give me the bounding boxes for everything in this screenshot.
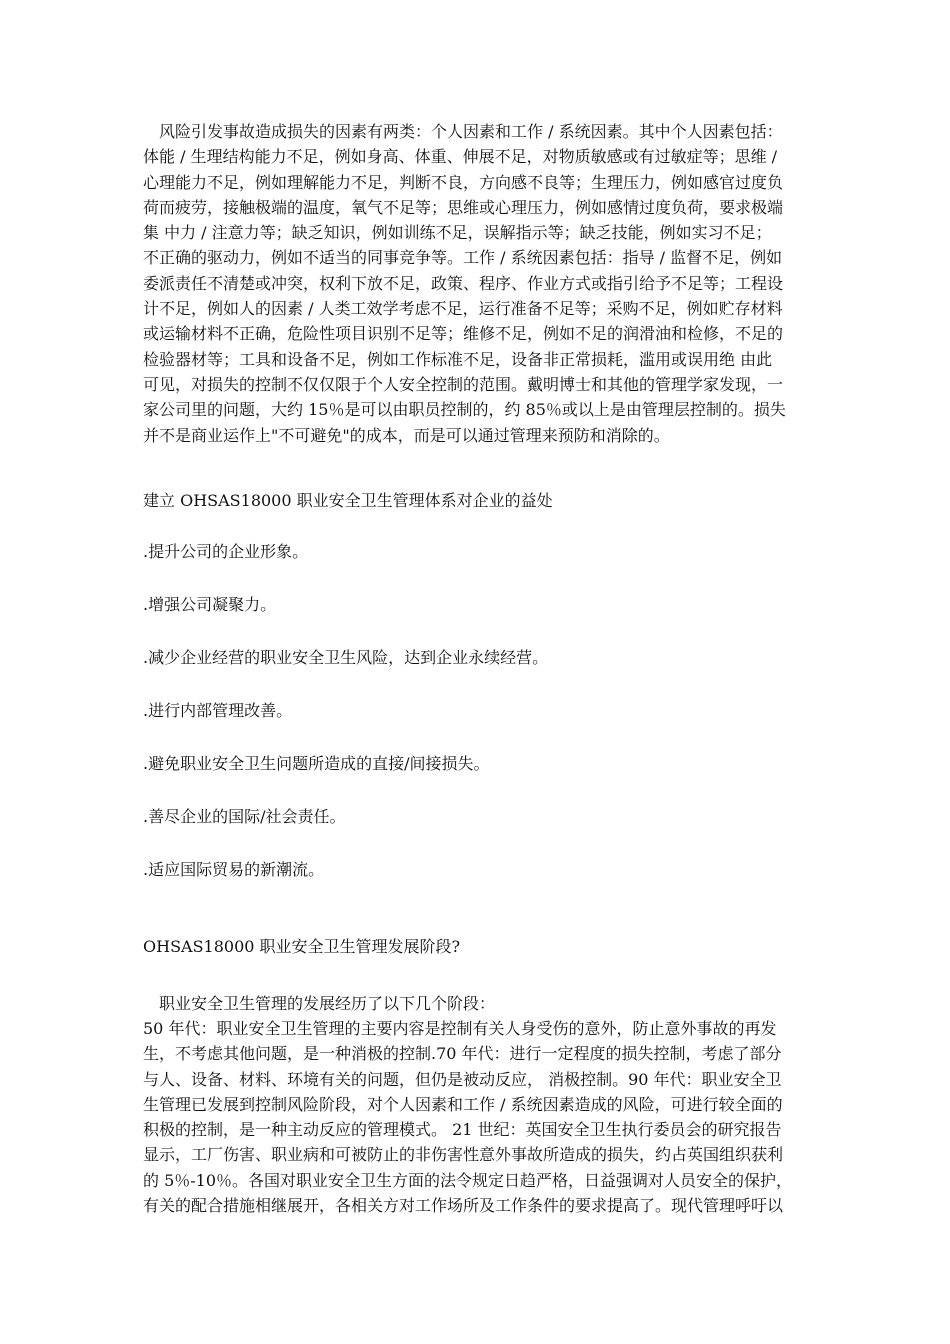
paragraph-line: 积极的控制，是一种主动反应的管理模式。 21 世纪：英国安全卫生执行委员会的研究报告 [143,1120,782,1140]
paragraph-line: 风险引发事故造成损失的因素有两类：个人因素和工作 / 系统因素。其中个人因素包括： [159,122,783,141]
stages-paragraph [143,1016,809,1218]
paragraph-line: 或运输材料不正确，危险性项目识别不足等；维修不足，例如不足的润滑油和检修，不足的 [143,324,784,344]
paragraph-line: 的 5％-10％。各国对职业安全卫生方面的法令规定日趋严格，日益强调对人员安全的保护， [143,1170,793,1190]
paragraph-line: 家公司里的问题，大约 15％是可以由职员控制的，约 85％或以上是由管理层控制的。损失 [143,400,786,420]
benefit-item: .避免职业安全卫生问题所造成的直接/间接损失。 [143,754,490,773]
paragraph-line: 显示，工厂伤害、职业病和可被防止的非伤害性意外事故所造成的损失，约占英国组织获利 [143,1145,784,1165]
paragraph-line: 并不是商业运作上"不可避免"的成本，而是可以通过管理来预防和消除的。 [143,425,670,445]
paragraph-line: 集 中力 / 注意力等；缺乏知识，例如训练不足，误解指示等；缺乏技能，例如实习不足； [143,223,772,243]
paragraph-line: 心理能力不足，例如理解能力不足，判断不良，方向感不良等；生理压力，例如感官过度负 [143,172,784,192]
stages-intro: 职业安全卫生管理的发展经历了以下几个阶段： [159,994,496,1013]
benefit-item: .善尽企业的国际/社会责任。 [143,807,346,826]
paragraph-line: 委派责任不清楚或冲突，权利下放不足，政策、程序、作业方式或指引给予不足等；工程设 [143,273,784,293]
paragraph-line: 荷而疲劳，接触极端的温度，氧气不足等；思维或心理压力，例如感情过度负荷，要求极端 [143,197,784,217]
stages-heading: OHSAS18000 职业安全卫生管理发展阶段? [143,937,461,956]
paragraph-line: 生，不考虑其他问题，是一种消极的控制.70 年代：进行一定程度的损失控制，考虑了部分 [143,1044,782,1064]
paragraph-line: 检验器材等；工具和设备不足，例如工作标准不足，设备非正常损耗，滥用或误用绝 由此 [143,349,773,369]
paragraph-line: 体能 / 生理结构能力不足，例如身高、体重、伸展不足，对物质敏感或有过敏症等；思维 / [143,147,778,167]
paragraph-line: 生管理已发展到控制风险阶段，对个人因素和工作 / 系统因素造成的风险，可进行较全面的 [143,1094,783,1114]
benefit-item: .进行内部管理改善。 [143,701,293,720]
paragraph-line: 不正确的驱动力，例如不适当的同事竞争等。工作 / 系统因素包括：指导 / 监督不足，例如 [143,248,783,268]
paragraph-line: 计不足，例如人的因素 / 人类工效学考虑不足，运行准备不足等；采购不足，例如贮存材料 [143,299,783,319]
benefit-item: .适应国际贸易的新潮流。 [143,860,325,879]
paragraph-line: 与人、设备、材料、环境有关的问题，但仍是被动反应， 消极控制。90 年代：职业安全卫 [143,1069,782,1089]
risk-factors-paragraph [143,119,809,448]
paragraph-line: 有关的配合措施相继展开，各相关方对工作场所及工作条件的要求提高了。现代管理呼吁以 [143,1196,784,1216]
benefit-item: .减少企业经营的职业安全卫生风险，达到企业永续经营。 [143,648,549,667]
benefit-item: .提升公司的企业形象。 [143,542,309,561]
benefit-item: .增强公司凝聚力。 [143,595,277,614]
benefits-heading: 建立 OHSAS18000 职业安全卫生管理体系对企业的益处 [143,491,553,510]
paragraph-line: 可见，对损失的控制不仅仅限于个人安全控制的范围。戴明博士和其他的管理学家发现，一 [143,374,784,394]
paragraph-line: 50 年代：职业安全卫生管理的主要内容是控制有关人身受伤的意外，防止意外事故的再发 [143,1019,777,1038]
